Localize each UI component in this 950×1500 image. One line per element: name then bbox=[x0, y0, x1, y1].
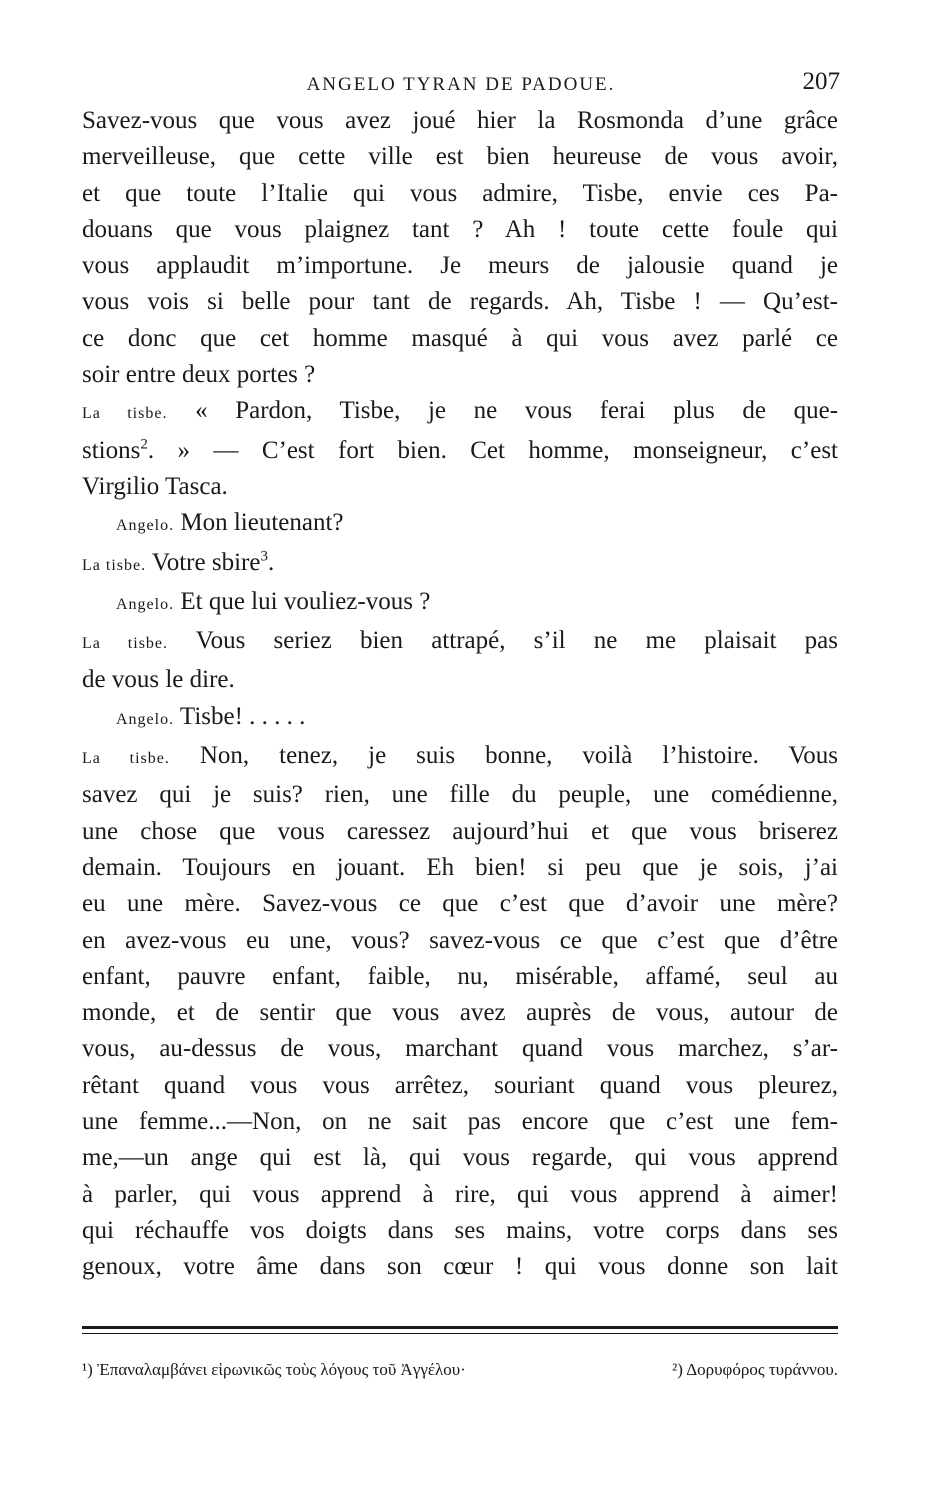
text-line: vous vois si belle pour tant de regards. Ah, Tisbe ! — Qu’est- bbox=[82, 288, 838, 316]
page-number: 207 bbox=[802, 68, 840, 95]
speaker-name: La tisbe. bbox=[82, 750, 170, 768]
dialogue-text: stions bbox=[82, 436, 141, 464]
speaker-name: La tisbe. bbox=[82, 635, 169, 653]
text-line: et que toute l’Italie qui vous admire, Tisbe, envie ces Pa- bbox=[82, 179, 838, 207]
text-line: enfant, pauvre enfant, faible, nu, misérable, affamé, seul au bbox=[82, 962, 838, 990]
speaker-name: Angelo. bbox=[116, 710, 175, 728]
footnote-divider bbox=[82, 1326, 838, 1329]
text-line: ce donc que cet homme masqué à qui vous avez parlé ce bbox=[82, 324, 838, 352]
speaker-name: Angelo. bbox=[116, 595, 175, 613]
footnote-ref: 3 bbox=[260, 548, 268, 565]
text-line: demain. Toujours en jouant. Eh bien! si peu que je sois, j’ai bbox=[82, 853, 838, 881]
text-line: douans que vous plaignez tant ? Ah ! toute cette foule qui bbox=[82, 215, 838, 243]
text-line: savez qui je suis? rien, une fille du peuple, une comédienne, bbox=[82, 781, 838, 809]
text-line: soir entre deux portes ? bbox=[82, 361, 316, 389]
dialogue-text: Vous seriez bien attrapé, s’il ne me plaisait pas bbox=[195, 627, 838, 655]
dialogue-line bbox=[82, 545, 838, 584]
footnote-mark: ¹) bbox=[82, 1360, 93, 1379]
text-line: me,—un ange qui est là, qui vous regarde, qui vous apprend bbox=[82, 1144, 838, 1172]
footnotes bbox=[82, 1360, 838, 1380]
dialogue-line bbox=[82, 738, 838, 777]
dialogue-text: Et que lui vouliez-vous ? bbox=[180, 587, 431, 615]
speaker-name: Angelo. bbox=[116, 517, 175, 535]
dialogue-line: Virgilio Tasca. bbox=[82, 472, 228, 500]
dialogue-text: . » — C’est fort bien. Cet homme, monseigneur, c’est bbox=[147, 436, 838, 464]
running-title: ANGELO TYRAN DE PADOUE. bbox=[306, 74, 616, 95]
text-line: vous applaudit m’importune. Je meurs de jalousie quand je bbox=[82, 252, 838, 280]
dialogue-text: Non, tenez, je suis bonne, voilà l’histoire. Vous bbox=[199, 742, 838, 770]
dialogue-text: « Pardon, Tisbe, je ne vous ferai plus de que- bbox=[195, 397, 838, 425]
dialogue-line bbox=[82, 433, 838, 469]
dialogue-text: Mon lieutenant? bbox=[180, 509, 344, 537]
footnote-2 bbox=[672, 1360, 838, 1380]
dialogue-line bbox=[82, 584, 838, 623]
dialogue-line bbox=[82, 505, 838, 544]
page-body bbox=[82, 103, 838, 1286]
text-line: à parler, qui vous apprend à rire, qui vous apprend à aimer! bbox=[82, 1180, 838, 1208]
dialogue-line: de vous le dire. bbox=[82, 666, 235, 694]
text-line: monde, et de sentir que vous avez auprès de vous, autour de bbox=[82, 999, 838, 1027]
footnote-1 bbox=[82, 1360, 466, 1380]
text-line: Savez-vous que vous avez joué hier la Rosmonda d’une grâce bbox=[82, 107, 838, 134]
dialogue-line bbox=[82, 623, 838, 662]
text-line: rêtant quand vous vous arrêtez, souriant quand vous pleurez, bbox=[82, 1071, 838, 1099]
page-header bbox=[82, 68, 840, 102]
text-line: en avez-vous eu une, vous? savez-vous ce que c’est que d’être bbox=[82, 926, 838, 954]
dialogue-text: Tisbe! . . . . . bbox=[179, 702, 306, 730]
footnote-text: Δορυφόρος τυράννου. bbox=[686, 1360, 838, 1379]
dialogue-line bbox=[82, 699, 838, 738]
footnote-text: Ἐπαναλαμβάνει εἰρωνικῶς τοὺς λόγους τοῦ Ἀγγέλου· bbox=[97, 1360, 466, 1379]
dialogue-line bbox=[82, 393, 838, 432]
text-line: qui réchauffe vos doigts dans ses mains, votre corps dans ses bbox=[82, 1216, 838, 1244]
dialogue-text: Votre sbire bbox=[151, 548, 261, 576]
dialogue-text: . bbox=[267, 548, 275, 576]
speaker-name: La tisbe. bbox=[82, 556, 147, 574]
text-line: vous, au-dessus de vous, marchant quand vous marchez, s’ar- bbox=[82, 1035, 838, 1063]
text-line: une femme...—Non, on ne sait pas encore que c’est une fem- bbox=[82, 1108, 838, 1136]
text-line: eu une mère. Savez-vous ce que c’est que d’avoir une mère? bbox=[82, 890, 838, 918]
text-line: une chose que vous caressez aujourd’hui et que vous briserez bbox=[82, 817, 838, 845]
footnote-divider-thin bbox=[82, 1333, 838, 1334]
footnote-mark: ²) bbox=[672, 1360, 683, 1379]
footnote-ref: 2 bbox=[140, 436, 148, 453]
text-line: merveilleuse, que cette ville est bien heureuse de vous avoir, bbox=[82, 143, 838, 171]
text-line: genoux, votre âme dans son cœur ! qui vous donne son lait bbox=[82, 1253, 838, 1281]
speaker-name: La tisbe. bbox=[82, 405, 168, 423]
